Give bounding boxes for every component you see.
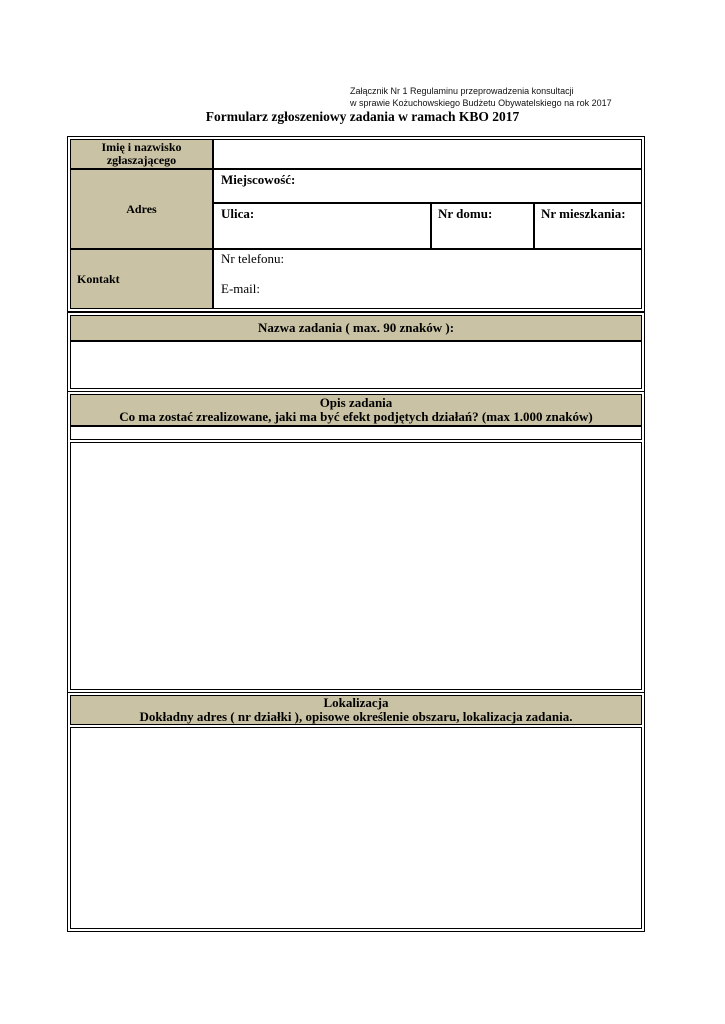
location-header-line-2: Dokładny adres ( nr działki ), opisowe określenie obszaru, lokalizacja zadania.	[139, 709, 573, 724]
form-title: Formularz zgłoszeniowy zadania w ramach KBO 2017	[205, 109, 520, 124]
street-input-cell[interactable]	[213, 203, 431, 249]
location-input[interactable]	[70, 727, 642, 929]
contact-label-cell	[70, 249, 213, 309]
address-label-cell	[70, 169, 213, 249]
contact-label: Kontakt	[77, 271, 120, 286]
task-name-input[interactable]	[70, 341, 642, 389]
address-label: Adres	[126, 201, 157, 216]
city-input-cell[interactable]	[213, 169, 642, 203]
annex-note	[350, 85, 612, 109]
city-label: Miejscowość:	[221, 172, 296, 187]
name-label-line-1: Imię i nazwisko	[101, 140, 182, 154]
street-label: Ulica:	[221, 206, 255, 221]
name-label-cell	[70, 139, 213, 169]
location-section	[67, 692, 645, 932]
phone-label: Nr telefonu:	[221, 251, 285, 266]
description-spacer-row	[70, 426, 642, 440]
description-header-line-2: Co ma zostać zrealizowane, jaki ma być efekt podjętych działań? (max 1.000 znaków)	[119, 409, 593, 424]
location-header-line-1: Lokalizacja	[323, 695, 389, 710]
name-input-cell[interactable]	[213, 139, 642, 169]
task-name-header-text: Nazwa zadania ( max. 90 znaków ):	[257, 320, 455, 335]
flat-number-input-cell[interactable]	[534, 203, 642, 249]
description-header-line-1: Opis zadania	[319, 395, 393, 410]
description-header	[70, 394, 642, 426]
task-name-section	[67, 312, 645, 392]
name-label-line-2: zgłaszającego	[106, 153, 177, 167]
house-number-label: Nr domu:	[438, 206, 493, 221]
annex-line-2: w sprawie Kożuchowskiego Budżetu Obywatelskiego na rok 2017	[350, 98, 612, 108]
contact-input-cell[interactable]	[213, 249, 642, 309]
task-name-header	[70, 315, 642, 341]
email-label: E-mail:	[221, 281, 260, 296]
applicant-table	[67, 136, 645, 312]
annex-line-1: Załącznik Nr 1 Regulaminu przeprowadzenia konsultacji	[350, 86, 574, 96]
location-header	[70, 695, 642, 725]
flat-number-label: Nr mieszkania:	[541, 206, 626, 221]
description-input[interactable]	[70, 442, 642, 690]
description-section	[67, 391, 645, 693]
house-number-input-cell[interactable]	[431, 203, 534, 249]
